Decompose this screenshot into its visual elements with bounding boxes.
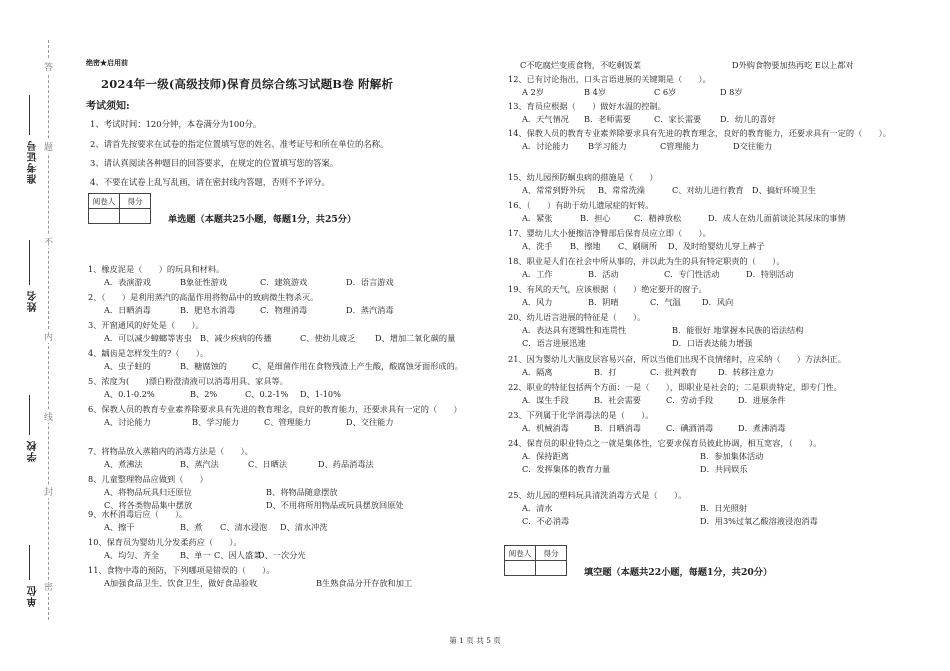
answer-option: B、煮 (180, 522, 203, 532)
answer-option: C、因人盛菜 (214, 550, 262, 560)
answer-option: C管理能力 (660, 141, 700, 151)
answer-option: B象征性游戏 (180, 277, 227, 287)
answer-option: C．不必消毒 (522, 516, 570, 526)
answer-option: A．谋生手段 (522, 395, 569, 405)
answer-option: D．风向 (702, 297, 734, 307)
answer-option: D．用3%过氧乙酸溶液浸泡消毒 (700, 516, 818, 526)
answer-option: A、均匀、齐全 (104, 550, 160, 560)
answer-option: D、增加二氧化碳的量 (375, 333, 456, 343)
question-text: 6、保教人员的教育专业素养除要求具有先进的教育理念，良好的教育能力，还要求具有一定的（ ） (88, 404, 462, 414)
notice-item: 1、考试时间：120分钟，本卷满分为100分。 (90, 119, 262, 129)
answer-option: C、刷厕所 (618, 241, 658, 251)
answer-option: B．参加集体活动 (700, 451, 764, 461)
admission-number-label: 准考证号 (28, 140, 39, 184)
score-box (504, 545, 567, 576)
answer-option: C、清水浸泡 (220, 522, 268, 532)
answer-option: B．日晒消毒 (594, 423, 641, 433)
question-text: 14、保教人员的教育专业素养除要求具有先进的教育理念，良好的教育能力，还要求具有一定的（ ）。 (508, 128, 891, 138)
question-text: 22、职业的特征包括两个方面：一是（ ），即职业是社会的；二是职责特定，即专门性。 (508, 382, 842, 392)
answer-option: C．碘酒消毒 (666, 423, 714, 433)
question-text: 23、下列属于化学消毒法的是（ ）。 (508, 410, 654, 420)
answer-option: B．能很好 地掌握本民族的语法结构 (672, 325, 804, 335)
answer-option: D、1-10% (300, 389, 341, 399)
answer-option: C、将各类物品集中摆放 (104, 500, 193, 510)
answer-option: B、糖腐蚀的 (180, 361, 227, 371)
question-text: 8、儿童整理物品应做到（ ） (88, 474, 208, 484)
answer-option: B、单一 (180, 550, 211, 560)
question-text: 19、有风的天气，应该根据（ ）绝定要开的窗子。 (508, 284, 707, 294)
answer-option: B．社会需要 (594, 395, 641, 405)
answer-option: B 4岁 (584, 87, 607, 97)
answer-option: D．煮沸消毒 (738, 423, 786, 433)
score-label: 得分 (120, 194, 151, 209)
question-text: 10、保育员为婴幼儿分发柔药应（ ）。 (88, 537, 242, 547)
answer-option: B．老师需要 (584, 114, 631, 124)
seal-mark: 封 (44, 485, 53, 498)
answer-option: A．保持距离 (522, 451, 569, 461)
answer-option: B、2% (190, 389, 218, 399)
seal-mark: 密 (44, 580, 53, 593)
answer-option: D．语言游戏 (346, 277, 394, 287)
answer-option: D．共同娱乐 (700, 464, 748, 474)
answer-option: C、使幼儿疲乏 (300, 333, 356, 343)
question-text: 17、婴幼儿大小便擦洁净臀部后保育员应立即（ ）。 (508, 228, 711, 238)
fill-blank-heading: 填空题（本题共22小题，每题1分，共20分） (584, 567, 773, 578)
score-box (88, 193, 151, 224)
answer-option: D．转移注意力 (718, 367, 774, 377)
secret-label: 绝密★启用前 (86, 58, 128, 67)
answer-option: A．隔离 (522, 367, 553, 377)
question-text: 18、职业是人们在社会中所从事的，并以此为生的具有特定职责的（ ）。 (508, 256, 785, 266)
answer-option: D、药品消毒法 (318, 459, 374, 469)
answer-option: D．特别活动 (746, 269, 794, 279)
answer-option: C．专门性活动 (664, 269, 720, 279)
question-text: 1、橡皮泥是（ ）的玩具和材料。 (88, 264, 225, 274)
binding-strip (0, 0, 75, 671)
question-text: 16、（ ）有助于幼儿遗尿症的好转。 (508, 200, 654, 210)
question-text: 4、龋齿是怎样发生的?（ ）。 (88, 348, 209, 358)
question-text: 15、幼儿园预防蛔虫病的措施是（ ） (508, 172, 658, 182)
answer-option: D交往能力 (733, 141, 773, 151)
grader-cell[interactable] (89, 209, 120, 224)
question-text: 21、因为婴幼儿大脑皮层容易兴奋，所以当他们出现不良情绪时，应采纳（ ）方法纠正。 (508, 354, 846, 364)
score-cell[interactable] (536, 561, 567, 576)
answer-option: B、学习能力 (192, 417, 239, 427)
school-blank[interactable] (29, 395, 30, 435)
answer-option: D、搞好环境卫生 (752, 185, 816, 195)
question-text: 13、育员应根据（ ）做好水温的控制。 (508, 101, 666, 111)
answer-option: A．紧张 (522, 213, 553, 223)
answer-option: B．肥皂水消毒 (180, 305, 236, 315)
answer-option: D．进展条件 (738, 395, 786, 405)
answer-option: D、及时给婴幼儿穿上裤子 (668, 241, 765, 251)
answer-option: B、擦地 (570, 241, 601, 251)
answer-option: A．风力 (522, 297, 553, 307)
answer-option: A、将物品玩具归还原位 (104, 487, 192, 497)
answer-option: A．天气情况 (522, 114, 569, 124)
name-blank[interactable] (29, 240, 30, 285)
answer-option: C 6岁 (654, 87, 677, 97)
seal-mark: 答 (44, 60, 53, 73)
question-text: 9、水杯消毒后应（ ）。 (88, 509, 188, 519)
answer-option: A．表达具有逻辑性和连贯性 (522, 325, 627, 335)
question-text: 25、幼儿园的塑料玩具清洗消毒方式是（ ）。 (508, 490, 687, 500)
admission-number-blank[interactable] (29, 95, 30, 135)
answer-option: D、清水冲洗 (280, 522, 328, 532)
answer-option: A．可以减少蟑螂等害虫 (104, 333, 192, 343)
answer-option: D．成人在幼儿面前谈论其尿床的事情 (708, 213, 846, 223)
question-text: 12、已有讨论指出，口头言语进展的关键期是（ ）。 (508, 74, 711, 84)
answer-option: C．气温 (650, 297, 681, 307)
answer-option: D 8岁 (720, 87, 743, 97)
seal-mark: 内 (44, 330, 53, 343)
answer-option: A．机械消毒 (522, 423, 569, 433)
answer-option: D．蒸汽消毒 (346, 305, 394, 315)
unit-label: 单位 (28, 585, 39, 607)
answer-option: C．物理消毒 (260, 305, 308, 315)
seal-mark: 线 (44, 410, 53, 423)
answer-option: B生熟食品分开存放和加工 (316, 578, 413, 588)
answer-option: B学习能力 (588, 141, 627, 151)
answer-option: B．日光照射 (700, 503, 747, 513)
question-text: 3、开窗通风的好处是（ ）。 (88, 320, 204, 330)
question-text: 2、（ ）是利用蒸汽的高温作用将物品中的致病微生物杀灭。 (88, 292, 319, 302)
unit-blank[interactable] (29, 545, 30, 580)
answer-option: C．劳动手段 (666, 395, 714, 405)
answer-option: B．担心 (580, 213, 611, 223)
notice-item: 4、不要在试卷上乱写乱画，请在密封线内答题，否则不予评分。 (90, 177, 330, 187)
answer-option: A．日晒消毒 (104, 305, 151, 315)
answer-option: C、对幼儿进行教育 (672, 185, 744, 195)
grader-label: 阅卷人 (505, 546, 536, 561)
answer-option: C不吃腐烂变质食物，不吃剩饭菜 (520, 60, 641, 70)
question-text: 7、将物品放入蒸箱内的消毒方法是（ ）。 (88, 446, 253, 456)
answer-option: D．口语表达能力增强 (672, 338, 753, 348)
answer-option: C．批判教育 (650, 367, 698, 377)
answer-option: B．阴晴 (588, 297, 619, 307)
question-text: 20、幼儿语言进展的特征是（ ）。 (508, 312, 646, 322)
answer-option: A 2岁 (522, 87, 544, 97)
answer-option: B、蒸汽法 (180, 459, 219, 469)
answer-option: A、0.1-0.2% (104, 389, 155, 399)
answer-option: D．幼儿的喜好 (720, 114, 776, 124)
answer-option: B、将物品随意摆放 (266, 487, 338, 497)
answer-option: C、管理能力 (264, 417, 312, 427)
question-text: 5、浓度为( )漂白粉澄清液可以消毒用具、家具等。 (88, 376, 288, 386)
answer-option: B．打 (594, 367, 617, 377)
seal-mark: 题 (44, 140, 53, 153)
answer-option: A．清水 (522, 503, 553, 513)
answer-option: C．发挥集体的教育力量 (522, 464, 611, 474)
grader-label: 阅卷人 (89, 194, 120, 209)
answer-option: A、擦干 (104, 522, 135, 532)
answer-option: A．讨论能力 (522, 141, 569, 151)
answer-option: D、交往能力 (346, 417, 394, 427)
question-text: 11、食物中毒的预防，下列哪项是错误的（ ）。 (88, 565, 275, 575)
answer-option: A、常常到野外玩 (522, 185, 586, 195)
answer-option: C、0.2-1% (245, 389, 289, 399)
answer-option: C．精神放松 (634, 213, 682, 223)
answer-option: B．活动 (588, 269, 619, 279)
name-label: 姓名 (28, 290, 39, 312)
page-footer: 第 1 页 共 5 页 (449, 636, 501, 645)
notice-item: 2、请首先按要求在试卷的指定位置填写您的姓名、准考证号和所在单位的名称。 (90, 139, 389, 149)
notice-item: 3、请认真阅读各种题目的回答要求，在规定的位置填写您的答案。 (90, 158, 339, 168)
answer-option: A．表演游戏 (104, 277, 151, 287)
score-cell[interactable] (120, 209, 151, 224)
answer-option: B、常常洗澡 (598, 185, 645, 195)
answer-option: C．语言进展迅速 (522, 338, 586, 348)
answer-option: A．工作 (522, 269, 553, 279)
answer-option: C．家长需要 (654, 114, 702, 124)
notice-heading: 考试须知: (86, 101, 130, 112)
answer-option: A、讨论能力 (104, 417, 151, 427)
seal-mark: 不 (44, 235, 53, 248)
answer-option: D、一次分光 (258, 550, 306, 560)
answer-option: C、是细菌作用在食物残渣上产生酸，酸腐蚀牙面形成的。 (252, 361, 463, 371)
answer-option: A、虫子蛀的 (104, 361, 151, 371)
single-choice-heading: 单选题（本题共25小题，每题1分，共25分） (168, 214, 357, 225)
answer-option: A加强食品卫生、饮食卫生，做好食品验收 (104, 578, 258, 588)
answer-option: A、洗手 (522, 241, 553, 251)
answer-option: A、煮沸法 (104, 459, 143, 469)
answer-option: D、不用将所用物品或玩具摆放回原处 (266, 500, 404, 510)
exam-title: 2024年一级(高级技师)保育员综合练习试题B卷 附解析 (101, 77, 394, 91)
question-text: 24、保育员的职业特点之一就是集体性，它要求保育员彼此协调，相互宽容，（ ）。 (508, 438, 822, 448)
score-label: 得分 (536, 546, 567, 561)
school-label: 学校 (28, 440, 39, 462)
answer-option: C、日晒法 (248, 459, 288, 469)
answer-option: B、减少疾病的传播 (200, 333, 272, 343)
answer-option: D外购食物要加热再吃 E以上都对 (732, 60, 854, 70)
grader-cell[interactable] (505, 561, 536, 576)
answer-option: C．建筑游戏 (260, 277, 308, 287)
